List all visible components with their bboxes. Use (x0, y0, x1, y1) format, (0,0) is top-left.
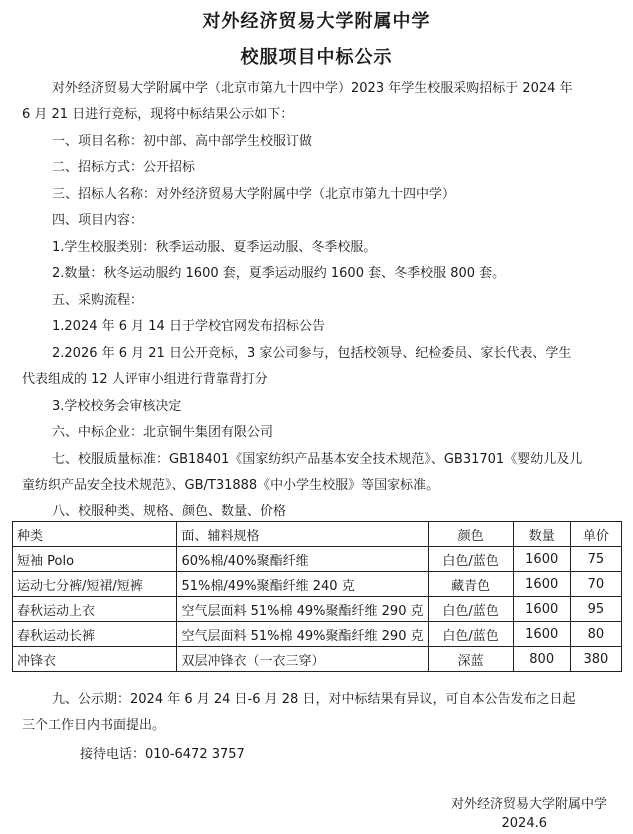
table-row (13, 597, 622, 622)
item-content-quantity: 2.数量：秋冬运动服约 1600 套，夏季运动服约 1600 套、冬季校服 800 套。 (52, 266, 506, 281)
header-cell: 种类 (13, 522, 177, 547)
table-cell: 1600 (513, 547, 570, 572)
doc-title-line1: 对外经济贸易大学附属中学 (202, 11, 431, 32)
table-cell: 80 (570, 622, 621, 647)
item-quality-b: 童纺织产品安全技术规范》、GB/T31888《中小学生校服》等国家标准。 (22, 478, 440, 493)
table-cell: 95 (570, 597, 621, 622)
item-content-category: 1.学生校服类别：秋季运动服、夏季运动服、冬季校服。 (52, 240, 377, 255)
table-row (13, 647, 622, 672)
table-cell: 春秋运动上衣 (13, 597, 177, 622)
item-bidder: 三、招标人名称：对外经济贸易大学附属中学（北京市第九十四中学） (52, 187, 456, 202)
table-row (13, 622, 622, 647)
table-cell: 短袖 Polo (13, 547, 177, 572)
table-cell: 380 (570, 647, 621, 672)
item-publicity-b: 三个工作日内书面提出。 (22, 718, 166, 733)
item-content: 四、项目内容： (52, 213, 144, 228)
doc-title-line2: 校服项目中标公示 (240, 47, 393, 68)
table-cell: 白色/蓝色 (428, 597, 513, 622)
table-row (13, 547, 622, 572)
table-cell: 51%棉/49%聚酯纤维 240 克 (177, 572, 428, 597)
table-cell: 白色/蓝色 (428, 547, 513, 572)
table-cell: 1600 (513, 572, 570, 597)
item-process: 五、采购流程： (52, 293, 144, 308)
table-cell: 冲锋衣 (13, 647, 177, 672)
table-cell: 深蓝 (428, 647, 513, 672)
intro-line1: 对外经济贸易大学附属中学（北京市第九十四中学）2023 年学生校服采购招标于 2024 年 (52, 81, 573, 96)
header-cell: 面、辅料规格 (177, 522, 428, 547)
table-cell: 春秋运动长裤 (13, 622, 177, 647)
table-cell: 双层冲锋衣（一衣三穿） (177, 647, 428, 672)
signature-org: 对外经济贸易大学附属中学 (450, 797, 607, 812)
contact-phone: 接待电话：010-6472 3757 (80, 747, 245, 762)
table-cell: 白色/蓝色 (428, 622, 513, 647)
uniform-table (12, 521, 622, 672)
header-cell: 颜色 (428, 522, 513, 547)
table-cell: 空气层面料 51%棉 49%聚酯纤维 290 克 (177, 622, 428, 647)
item-process-step2b: 代表组成的 12 人评审小组进行背靠背打分 (22, 372, 268, 387)
table-cell: 60%棉/40%聚酯纤维 (177, 547, 428, 572)
item-quality-a: 七、校服质量标准：GB18401《国家纺织产品基本安全技术规范》、GB31701《婴幼儿及儿 (52, 452, 583, 467)
item-project-name: 一、项目名称：初中部、高中部学生校服订做 (52, 134, 313, 149)
item-bid-method: 二、招标方式：公开招标 (52, 160, 196, 175)
table-row (13, 572, 622, 597)
table-cell: 藏青色 (428, 572, 513, 597)
item-process-step1: 1.2024 年 6 月 14 日于学校官网发布招标公告 (52, 319, 325, 334)
table-cell: 空气层面料 51%棉 49%聚酯纤维 290 克 (177, 597, 428, 622)
item-winner: 六、中标企业：北京铜牛集团有限公司 (52, 425, 274, 440)
item-publicity-a: 九、公示期：2024 年 6 月 24 日-6 月 28 日，对中标结果有异议，可自本公告发布之日起 (52, 692, 576, 707)
table-header-row (13, 522, 622, 547)
header-cell: 数量 (513, 522, 570, 547)
header-cell: 单价 (570, 522, 621, 547)
signature-date: 2024.6 (501, 816, 547, 831)
intro-line2: 6 月 21 日进行竞标，现将中标结果公示如下： (22, 107, 294, 122)
table-cell: 800 (513, 647, 570, 672)
table-cell: 75 (570, 547, 621, 572)
table-cell: 运动七分裤/短裙/短裤 (13, 572, 177, 597)
table-cell: 1600 (513, 597, 570, 622)
table-cell: 1600 (513, 622, 570, 647)
item-table-heading: 八、校服种类、规格、颜色、数量、价格 (52, 504, 287, 519)
item-process-step2a: 2.2026 年 6 月 21 日公开竞标，3 家公司参与，包括校领导、纪检委员、家长代表、学生 (52, 346, 572, 361)
item-process-step3: 3.学校校务会审核决定 (52, 399, 182, 414)
table-cell: 70 (570, 572, 621, 597)
